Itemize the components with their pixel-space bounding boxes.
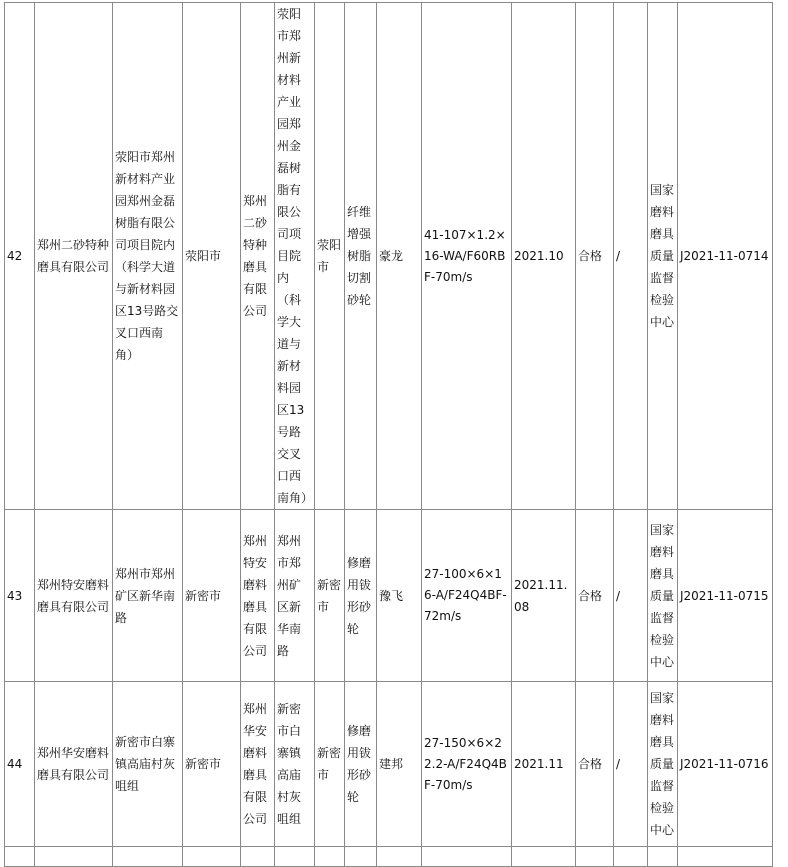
table-row [5,682,773,847]
remark: / [614,682,648,847]
producer-city: 荥阳市 [183,3,241,510]
row-number: 43 [5,510,35,682]
table-row [5,510,773,682]
product-name: 纤维增强树脂切割砂轮 [345,3,377,510]
production-date: 2021.11.08 [512,510,576,682]
producer-name: 郑州华安磨料磨具有限公司 [35,682,113,847]
inspection-agency: 国家磨料磨具质量监督检验中心 [648,510,678,682]
production-date: 2021.10 [512,3,576,510]
producer-city: 新密市 [183,682,241,847]
specification: 27-150×6×22.2-A/F24Q4BF-70m/s [422,682,512,847]
seller-name: 郑州华安磨料磨具有限公司 [241,682,275,847]
inspection-agency: 国家磨料磨具质量监督检验中心 [648,3,678,510]
empty-cell [35,847,113,867]
empty-cell [183,847,241,867]
inspection-result: 合格 [576,3,614,510]
product-name: 修磨用钹形砂轮 [345,682,377,847]
row-number: 42 [5,3,35,510]
seller-name: 郑州二砂特种磨具有限公司 [241,3,275,510]
seller-address: 新密市白寨镇高庙村灰咀组 [275,682,315,847]
empty-cell [576,847,614,867]
empty-cell [5,847,35,867]
empty-cell [345,847,377,867]
table-row [5,3,773,510]
empty-cell [275,847,315,867]
inspection-result: 合格 [576,510,614,682]
empty-cell [377,847,422,867]
seller-city: 新密市 [315,682,345,847]
producer-city: 新密市 [183,510,241,682]
results-table-container [4,2,773,867]
row-number: 44 [5,682,35,847]
product-name: 修磨用钹形砂轮 [345,510,377,682]
brand: 豫飞 [377,510,422,682]
report-number: J2021-11-0715 [678,510,773,682]
table-row [5,847,773,867]
producer-name: 郑州特安磨料磨具有限公司 [35,510,113,682]
inspection-results-table [4,2,773,867]
seller-city: 荥阳市 [315,3,345,510]
empty-cell [241,847,275,867]
report-number: J2021-11-0714 [678,3,773,510]
brand: 建邦 [377,682,422,847]
remark: / [614,510,648,682]
empty-cell [113,847,183,867]
report-number: J2021-11-0716 [678,682,773,847]
empty-cell [614,847,648,867]
empty-cell [678,847,773,867]
empty-cell [315,847,345,867]
inspection-result: 合格 [576,682,614,847]
production-date: 2021.11 [512,682,576,847]
seller-address: 郑州市郑州矿区新华南路 [275,510,315,682]
empty-cell [512,847,576,867]
specification: 41-107×1.2×16-WA/F60RBF-70m/s [422,3,512,510]
producer-name: 郑州二砂特种磨具有限公司 [35,3,113,510]
specification: 27-100×6×16-A/F24Q4BF-72m/s [422,510,512,682]
brand: 豪龙 [377,3,422,510]
empty-cell [648,847,678,867]
remark: / [614,3,648,510]
inspection-agency: 国家磨料磨具质量监督检验中心 [648,682,678,847]
seller-name: 郑州特安磨料磨具有限公司 [241,510,275,682]
empty-cell [422,847,512,867]
seller-city: 新密市 [315,510,345,682]
producer-address: 郑州市郑州矿区新华南路 [113,510,183,682]
producer-address: 荥阳市郑州新材料产业园郑州金磊树脂有限公司项目院内（科学大道与新材料园区13号路交叉口西南角） [113,3,183,510]
producer-address: 新密市白寨镇高庙村灰咀组 [113,682,183,847]
seller-address: 荥阳市郑州新材料产业园郑州金磊树脂有限公司项目院内（科学大道与新材料园区13号路交叉口西南角） [275,3,315,510]
